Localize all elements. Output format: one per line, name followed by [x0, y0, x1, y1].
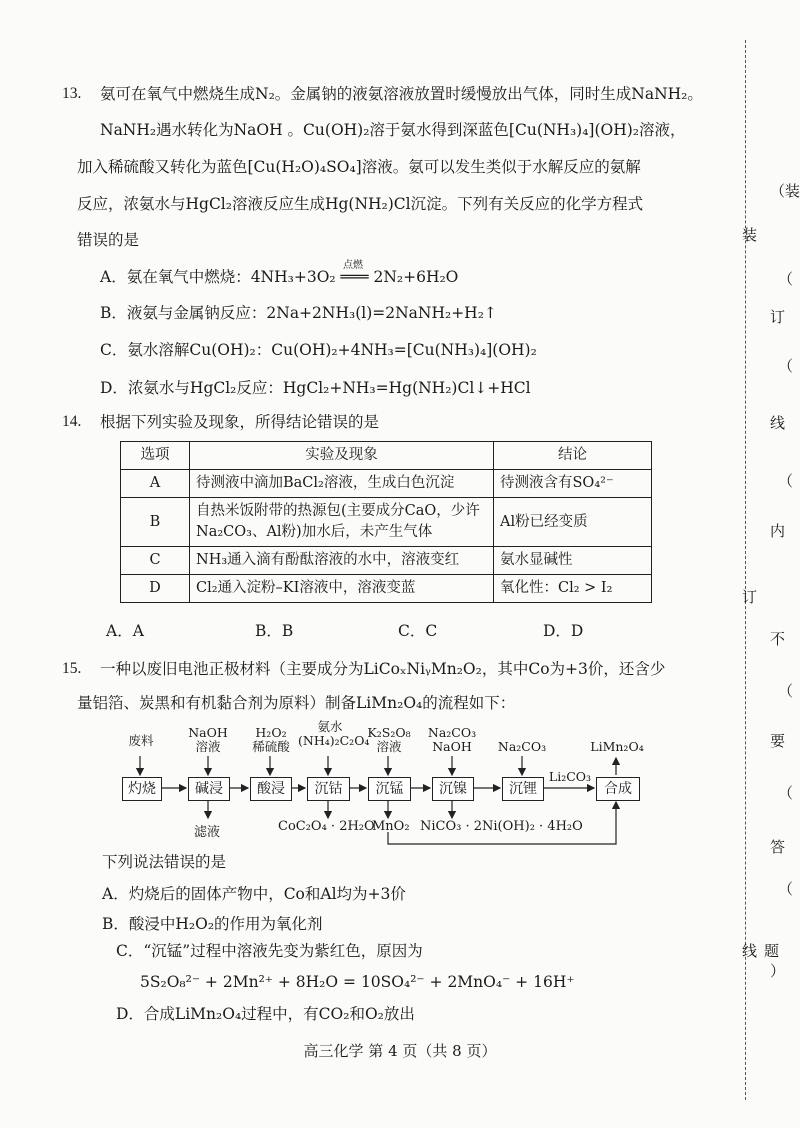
flow-input-h2o2: H₂O₂ 稀硫酸 — [252, 725, 290, 754]
table-row — [121, 575, 652, 603]
margin-char: ） — [770, 962, 786, 980]
flow-step-roast: 灼烧 — [122, 777, 162, 801]
q13-option-a: A．氨在氧气中燃烧：4NH₃+3O₂ ═══ 2N₂+6H₂O — [100, 268, 459, 286]
flow-step-alkali-leach: 碱浸 — [188, 777, 230, 801]
table-cell-experiment: NH₃通入滴有酚酞溶液的水中，溶液变红 — [190, 547, 494, 575]
q15-line-1: 一种以废旧电池正极材料（主要成分为LiCoₓNiᵧMn₂O₂，其中Co为+3价，还含少 — [100, 660, 666, 678]
q15-number: 15. — [62, 660, 82, 677]
margin-char: （ — [778, 682, 794, 700]
q15-option-c-equation: 5S₂O₈²⁻ + 2Mn²⁺ + 8H₂O = 10SO₄²⁻ + 2MnO₄⁻ + 16H⁺ — [140, 973, 575, 991]
flow-output-cobalt: CoC₂O₄ · 2H₂O — [278, 819, 375, 834]
margin-char: 题 — [764, 942, 780, 960]
table-header-row — [121, 442, 652, 470]
page-footer: 高三化学 第 4 页（共 8 页） — [303, 1042, 497, 1060]
flow-input-waste: 废料 — [128, 733, 154, 748]
q13-option-c: C．氨水溶解Cu(OH)₂：Cu(OH)₂+4NH₃=[Cu(NH₃)₄](OH)₂ — [100, 341, 537, 359]
flow-step-acid-leach: 酸浸 — [250, 777, 292, 801]
table-cell-experiment: 待测液中滴加BaCl₂溶液，生成白色沉淀 — [190, 470, 494, 498]
table-cell-option: D — [121, 575, 190, 603]
table-row — [121, 470, 652, 498]
q13-condition: 点燃 — [343, 260, 363, 271]
flow-step-mn-precip: 沉锰 — [368, 777, 411, 801]
table-cell-conclusion: Al粉已经变质 — [494, 498, 652, 547]
table-cell-conclusion: 氧化性：Cl₂ > I₂ — [494, 575, 652, 603]
q13-line-1: 氨可在氧气中燃烧生成N₂。金属钠的液氨溶液放置时缓慢放出气体，同时生成NaNH₂。 — [100, 85, 703, 103]
margin-char: 装 — [742, 226, 758, 244]
q15-stem: 下列说法错误的是 — [102, 853, 227, 871]
table-cell-conclusion: 氨水显碱性 — [494, 547, 652, 575]
q13-line-2: NaNH₂遇水转化为NaOH 。Cu(OH)₂溶于氨水得到深蓝色[Cu(NH₃)₄](OH)₂溶液， — [100, 121, 686, 139]
q13-option-b: B．液氨与金属钠反应：2Na+2NH₃(l)=2NaNH₂+H₂↑ — [100, 304, 497, 322]
q14-table — [120, 441, 652, 603]
flow-output-nickel: NiCO₃ · 2Ni(OH)₂ · 4H₂O — [420, 819, 583, 834]
margin-char: 不 — [770, 630, 786, 648]
margin-char: 答 — [770, 838, 786, 856]
q14-choice-d: D．D — [543, 622, 584, 640]
table-cell-experiment: 自热米饭附带的热源包(主要成分CaO，少许Na₂CO₃、Al粉)加水后，未产生气体 — [190, 498, 494, 547]
table-cell-conclusion: 待测液含有SO₄²⁻ — [494, 470, 652, 498]
q14-stem: 根据下列实验及现象，所得结论错误的是 — [100, 413, 380, 431]
q13-line-3: 加入稀硫酸又转化为蓝色[Cu(H₂O)₄SO₄]溶液。氨可以发生类似于水解反应的氨解 — [77, 158, 641, 176]
table-cell-experiment: Cl₂通入淀粉–KI溶液中，溶液变蓝 — [190, 575, 494, 603]
margin-char: （ — [778, 784, 794, 802]
q15-option-d: D．合成LiMn₂O₄过程中，有CO₂和O₂放出 — [116, 1005, 415, 1023]
margin-char: 订 — [770, 308, 786, 326]
margin-char: （装 — [770, 182, 800, 200]
q13-number: 13. — [62, 85, 82, 102]
flow-product: LiMn₂O₄ — [590, 739, 644, 754]
table-header: 选项 — [121, 442, 190, 470]
table-cell-option: B — [121, 498, 190, 547]
q14-number: 14. — [62, 413, 82, 430]
margin-char: （ — [778, 270, 794, 288]
q13-line-4: 反应，浓氨水与HgCl₂溶液反应生成Hg(NH₂)Cl沉淀。下列有关反应的化学方程式 — [77, 195, 644, 213]
table-cell-option: A — [121, 470, 190, 498]
flow-input-na2co3-naoh: Na₂CO₃ NaOH — [427, 725, 477, 754]
flow-step-synthesis: 合成 — [596, 777, 640, 801]
table-cell-option: C — [121, 547, 190, 575]
margin-char: 线 — [770, 414, 786, 432]
flow-output-filtrate: 滤液 — [194, 825, 221, 840]
q15-option-c: C．“沉锰”过程中溶液先变为紫红色，原因为 — [116, 942, 423, 960]
flow-step-co-precip: 沉钴 — [307, 777, 350, 801]
flow-input-na2co3: Na₂CO₃ — [497, 739, 547, 754]
margin-char: （ — [778, 472, 794, 490]
table-row — [121, 547, 652, 575]
flow-step-li-precip: 沉锂 — [502, 777, 544, 801]
margin-char: （ — [778, 357, 794, 375]
flow-edge-li2co3: Li₂CO₃ — [548, 769, 592, 784]
table-row — [121, 498, 652, 547]
flow-step-ni-precip: 沉镍 — [432, 777, 474, 801]
q15-option-a: A．灼烧后的固体产物中，Co和Al均为+3价 — [102, 885, 406, 903]
table-header: 结论 — [494, 442, 652, 470]
q13-option-d: D．浓氨水与HgCl₂反应：HgCl₂+NH₃=Hg(NH₂)Cl↓+HCl — [100, 379, 531, 397]
margin-char: 要 — [770, 732, 786, 750]
margin-char: 线 — [742, 942, 758, 960]
q13-line-5: 错误的是 — [77, 231, 140, 249]
q14-choice-b: B．B — [255, 622, 294, 640]
q14-choice-c: C．C — [398, 622, 438, 640]
q14-choice-a: A．A — [106, 622, 144, 640]
margin-char: 内 — [770, 522, 786, 540]
flow-input-ammonia: 氨水 (NH₄)₂C₂O₄ — [298, 719, 370, 748]
margin-char: 订 — [742, 588, 758, 606]
margin-char: （ — [778, 880, 794, 898]
flow-input-k2s2o8: K₂S₂O₈ 溶液 — [367, 725, 411, 754]
flow-output-mno2: MnO₂ — [372, 819, 410, 834]
flow-input-naoh: NaOH 溶液 — [188, 725, 228, 754]
q15-option-b: B．酸浸中H₂O₂的作用为氧化剂 — [102, 915, 323, 933]
q15-line-2: 量铝箔、炭黑和有机黏合剂为原料）制备LiMn₂O₄的流程如下： — [77, 694, 516, 712]
table-header: 实验及现象 — [190, 442, 494, 470]
